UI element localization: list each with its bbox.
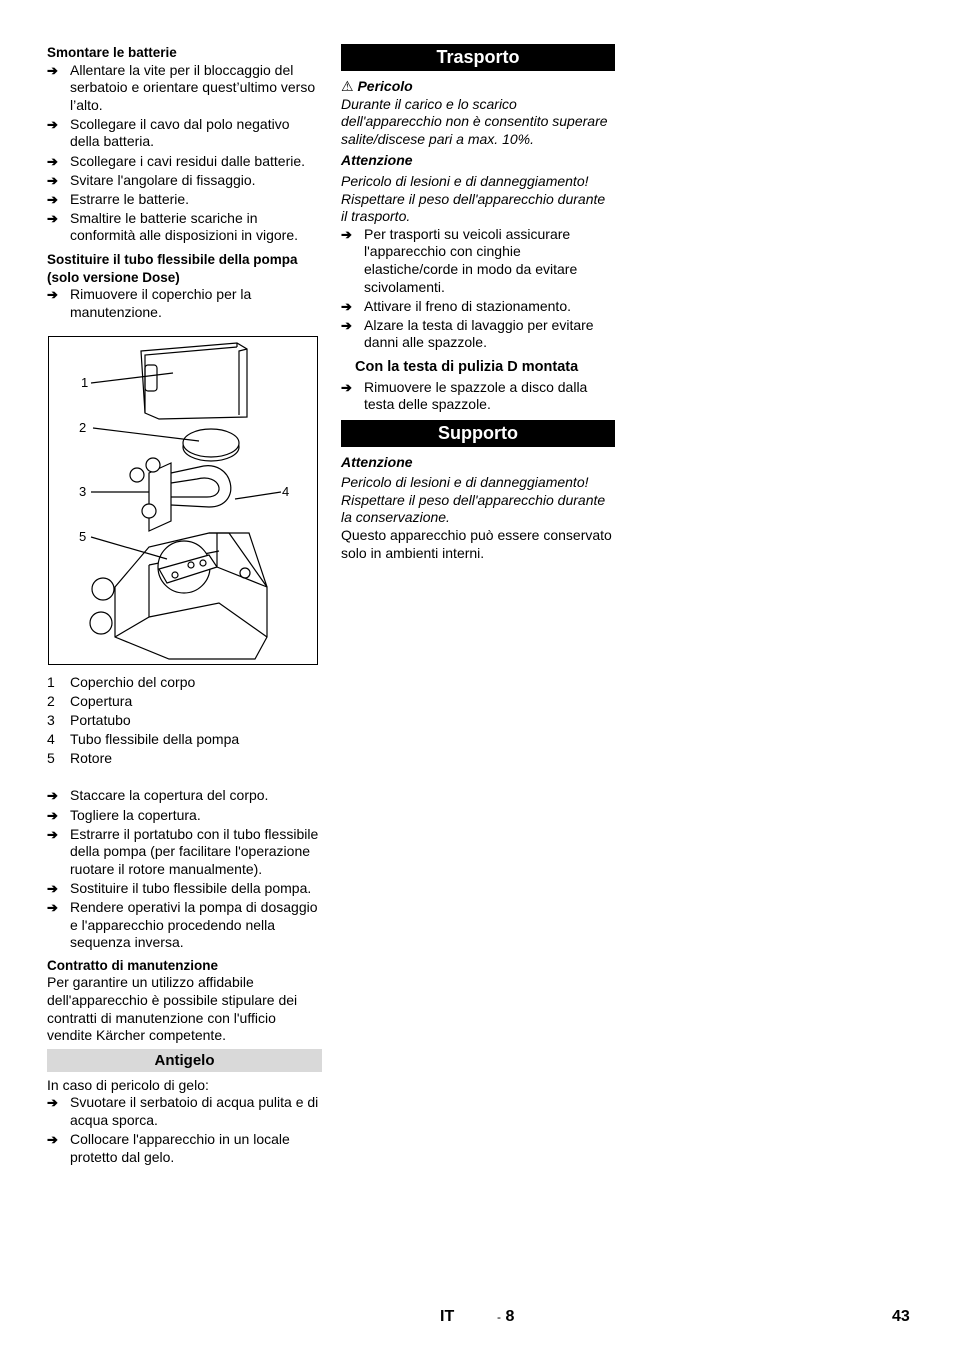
- list-item: ➔ Staccare la copertura del corpo.: [47, 787, 269, 804]
- battery-steps: [47, 62, 322, 245]
- callout-1: 1: [81, 375, 89, 390]
- left-column: [47, 44, 322, 323]
- arrow-icon: ➔: [47, 900, 58, 916]
- arrow-icon: ➔: [47, 1132, 58, 1148]
- list-item: ➔ Alzare la testa di lavaggio per evitare danni alle spazzole.: [341, 316, 594, 351]
- list-item: ➔ Attivare il freno di stazionamento.: [341, 297, 571, 314]
- arrow-icon: ➔: [341, 226, 352, 242]
- list-item: ➔ Togliere la copertura.: [47, 806, 201, 823]
- list-item: ➔ Rimuovere il coperchio per la manutenzione.: [47, 286, 252, 320]
- support-attention-label: Attenzione: [341, 453, 413, 470]
- contract-text: Per garantire un utilizzo affidabile dell'apparecchio è possibile stipulare dei contratti di manutenzione con l'ufficio vendite Kärcher competente.: [47, 974, 298, 1044]
- list-item: ➔ Rendere operativi la pompa di dosaggio e l'apparecchio procedendo nella sequenza inversa.: [47, 899, 318, 951]
- list-item: ➔ Collocare l'apparecchio in un locale protetto dal gelo.: [47, 1131, 290, 1165]
- transport-steps: [341, 226, 615, 352]
- danger-label-row: [341, 78, 615, 96]
- attention-text: Pericolo di lesioni e di danneggiamento! Rispettare il peso dell'apparecchio durante il trasporto.: [341, 172, 606, 225]
- list-item: ➔ Svuotare il serbatoio di acqua pulita e di acqua sporca.: [47, 1094, 319, 1128]
- legend-row: 5 Rotore: [47, 750, 113, 767]
- support-heading: Supporto: [341, 420, 615, 447]
- hose-steps: [47, 787, 322, 951]
- legend-row: 2 Copertura: [47, 693, 133, 710]
- list-item: ➔ Svitare l'angolare di fissaggio.: [47, 171, 256, 188]
- callout-2: 2: [79, 420, 87, 435]
- hose-heading: Sostituire il tubo flessibile della pompa (solo versione Dose): [47, 252, 298, 285]
- footer-local-page: - 8: [497, 1308, 515, 1325]
- arrow-icon: ➔: [47, 880, 58, 896]
- callout-5: 5: [79, 529, 87, 544]
- legend-row: 4 Tubo flessibile della pompa: [47, 731, 240, 748]
- head-d-heading: Con la testa di pulizia D montata: [355, 358, 579, 375]
- support-attention-text: Pericolo di lesioni e di danneggiamento! Rispettare il peso dell'apparecchio durante la conservazione.: [341, 474, 606, 526]
- right-column: [341, 44, 615, 562]
- arrow-icon: ➔: [47, 153, 58, 169]
- list-item: ➔ Rimuovere le spazzole a disco dalla testa delle spazzole.: [341, 378, 588, 413]
- arrow-icon: ➔: [47, 826, 58, 842]
- arrow-icon: ➔: [47, 172, 58, 188]
- support-text: Questo apparecchio può essere conservato solo in ambienti interni.: [341, 527, 612, 561]
- arrow-icon: ➔: [47, 62, 58, 78]
- arrow-icon: ➔: [341, 379, 352, 395]
- antifreeze-heading: Antigelo: [47, 1049, 322, 1072]
- transport-heading: Trasporto: [341, 44, 615, 71]
- contract-heading: Contratto di manutenzione: [47, 957, 218, 973]
- callout-3: 3: [79, 484, 87, 499]
- figure-legend: [47, 674, 322, 768]
- legend-row: 1 Coperchio del corpo: [47, 674, 196, 690]
- arrow-icon: ➔: [341, 298, 352, 314]
- footer-language: IT: [440, 1308, 455, 1325]
- pump-diagram: [49, 337, 317, 664]
- danger-text: Durante il carico e lo scarico dell'apparecchio non è consentito superare salite/discese pari a max. 10%.: [341, 95, 608, 147]
- legend-row: 3 Portatubo: [47, 712, 131, 729]
- page-number: 43: [892, 1308, 910, 1325]
- list-item: ➔ Estrarre il portatubo con il tubo flessibile della pompa (per facilitare l'operazione ruotare il rotore manualmente).: [47, 825, 319, 877]
- danger-label: Pericolo: [357, 78, 413, 94]
- list-item: ➔ Scollegare i cavi residui dalle batterie.: [47, 152, 306, 169]
- arrow-icon: ➔: [47, 191, 58, 207]
- warning-triangle-icon: ⚠: [341, 78, 354, 94]
- list-item: ➔ Per trasporti su veicoli assicurare l'apparecchio con cinghie elastiche/corde in modo da evitare scivolamenti.: [341, 225, 578, 295]
- antifreeze-intro: In caso di pericolo di gelo:: [47, 1076, 209, 1093]
- arrow-icon: ➔: [341, 317, 352, 333]
- list-item: ➔ Estrarre le batterie.: [47, 190, 190, 207]
- list-item: ➔ Sostituire il tubo flessibile della pompa.: [47, 879, 312, 896]
- arrow-icon: ➔: [47, 807, 58, 823]
- callout-4: 4: [282, 484, 290, 499]
- arrow-icon: ➔: [47, 1095, 58, 1111]
- left-column-lower: [47, 674, 322, 1168]
- arrow-icon: ➔: [47, 210, 58, 226]
- pump-figure: [48, 336, 318, 665]
- arrow-icon: ➔: [47, 788, 58, 804]
- list-item: ➔ Allentare la vite per il bloccaggio del serbatoio e orientare quest’ultimo verso l’alto.: [47, 61, 316, 113]
- arrow-icon: ➔: [47, 287, 58, 303]
- battery-heading: Smontare le batterie: [47, 45, 177, 60]
- list-item: ➔ Smaltire le batterie scariche in conformità alle disposizioni in vigore.: [47, 209, 298, 244]
- arrow-icon: ➔: [47, 116, 58, 132]
- list-item: ➔ Scollegare il cavo dal polo negativo della batteria.: [47, 115, 290, 150]
- attention-label: Attenzione: [341, 152, 413, 169]
